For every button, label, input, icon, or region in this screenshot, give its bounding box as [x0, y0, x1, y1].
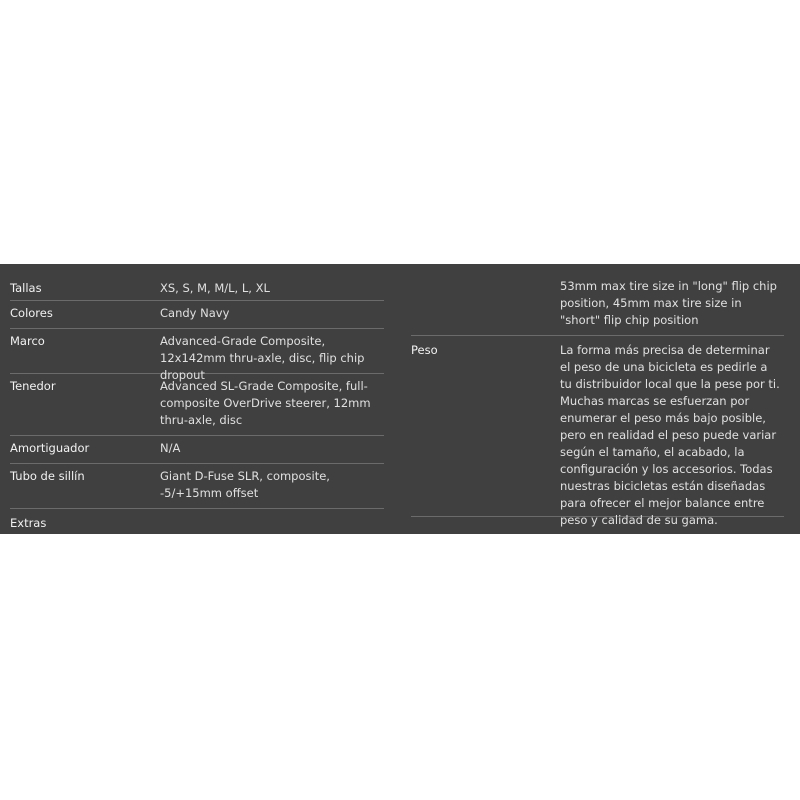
spec-row-extras — [10, 509, 384, 538]
spec-value — [160, 515, 384, 534]
spec-value: XS, S, M, M/L, L, XL — [160, 281, 270, 295]
spec-label: Amortiguador — [10, 441, 90, 455]
spec-row-amortiguador — [10, 436, 384, 464]
spec-value: Candy Navy — [160, 306, 230, 320]
spec-value: 53mm max tire size in "long" flip chip position, 45mm max tire size in "short" flip chip position — [560, 279, 777, 327]
spec-value: Advanced-Grade Composite, 12x142mm thru-axle, disc, flip chip dropout — [160, 334, 365, 382]
spec-row-marco — [10, 329, 384, 382]
spec-label: Tenedor — [10, 379, 56, 393]
spec-label: Tallas — [10, 281, 42, 295]
spec-label: Extras — [10, 516, 47, 530]
spec-value: Giant D-Fuse SLR, composite, -5/+15mm offset — [160, 469, 330, 500]
spec-row-colores — [10, 301, 384, 329]
specs-right-column — [411, 278, 784, 527]
spec-value: La forma más precisa de determinar el peso de una bicicleta es pedirle a tu distribuidor local que la pese por ti. Muchas marcas se esfuerzan por enumerar el peso más bajo posible, pero en realidad el peso puede variar según el tamaño, el acabado, la configuración y los accesorios. Todas nuestras bicicletas están diseñadas para ofrecer el mejor balance entre peso y calidad de su gama. — [560, 343, 780, 527]
specs-left-column — [10, 278, 384, 538]
spec-row-tallas — [10, 278, 384, 301]
spec-label — [411, 278, 560, 331]
spec-row-tenedor — [10, 374, 384, 436]
spec-label: Colores — [10, 306, 53, 320]
spec-label: Peso — [411, 343, 438, 357]
specifications-panel — [0, 264, 800, 534]
spec-value: N/A — [160, 441, 181, 455]
spec-label: Tubo de sillín — [10, 469, 85, 483]
spec-row-tubo-de-sillin — [10, 464, 384, 509]
spec-label: Marco — [10, 334, 45, 348]
spec-row-peso — [411, 336, 784, 527]
spec-value: Advanced SL-Grade Composite, full-composite OverDrive steerer, 12mm thru-axle, disc — [160, 379, 371, 427]
spec-row-tire-size — [411, 278, 784, 336]
